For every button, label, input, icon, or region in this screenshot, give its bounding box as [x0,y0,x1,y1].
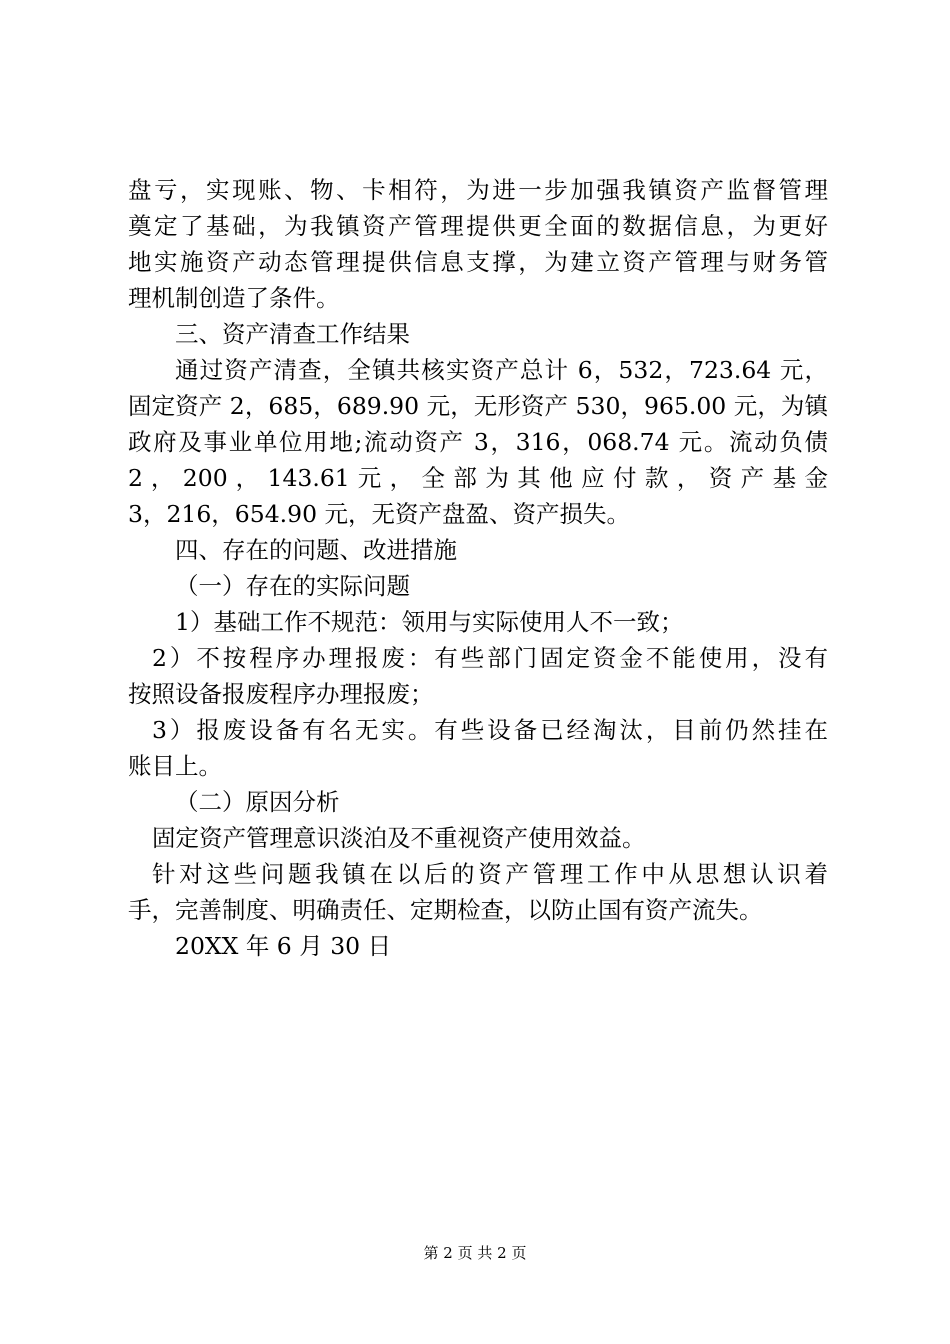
subsection-heading: （二）原因分析 [175,788,340,816]
text-line: 盘亏，实现账、物、卡相符，为进一步加强我镇资产监督管理 [128,176,828,204]
document-body [128,172,828,964]
list-item: 2）不按程序办理报废：有些部门固定资金不能使用，没有 [152,644,828,672]
section-heading: 三、资产清查工作结果 [175,320,410,348]
text-line: 固定资产 2，685，689.90 元，无形资产 530，965.00 元，为镇 [128,392,828,420]
text-line: 通过资产清查，全镇共核实资产总计 6，532，723.64 元， [175,356,828,384]
text-line: 固定资产管理意识淡泊及不重视资产使用效益。 [152,824,646,852]
text-line: 2 ， 200 ， 143.61 元 ， 全 部 为 其 他 应 付 款 ， 资 产 基 金 [128,464,828,492]
text-line: 手，完善制度、明确责任、定期检查，以防止国有资产流失。 [128,896,763,924]
text-line: 针对这些问题我镇在以后的资产管理工作中从思想认识着 [152,860,828,888]
page-footer [0,1243,950,1263]
list-item: 1）基础工作不规范：领用与实际使用人不一致； [175,608,684,636]
list-item: 3）报废设备有名无实。有些设备已经淘汰，目前仍然挂在 [152,716,828,744]
text-line: 账目上。 [128,752,222,780]
section-heading: 四、存在的问题、改进措施 [175,536,457,564]
document-date: 20XX 年 6 月 30 日 [175,932,392,960]
text-line: 地实施资产动态管理提供信息支撑，为建立资产管理与财务管 [128,248,828,276]
text-line: 理机制创造了条件。 [128,284,340,312]
text-line: 政府及事业单位用地;流动资产 3，316，068.74 元。流动负债 [128,428,828,456]
subsection-heading: （一）存在的实际问题 [175,572,410,600]
page-number: 第 2 页 共 2 页 [423,1244,527,1262]
text-line: 按照设备报废程序办理报废； [128,680,434,708]
text-line: 3，216，654.90 元，无资产盘盈、资产损失。 [128,500,631,528]
text-line: 奠定了基础，为我镇资产管理提供更全面的数据信息，为更好 [128,212,828,240]
